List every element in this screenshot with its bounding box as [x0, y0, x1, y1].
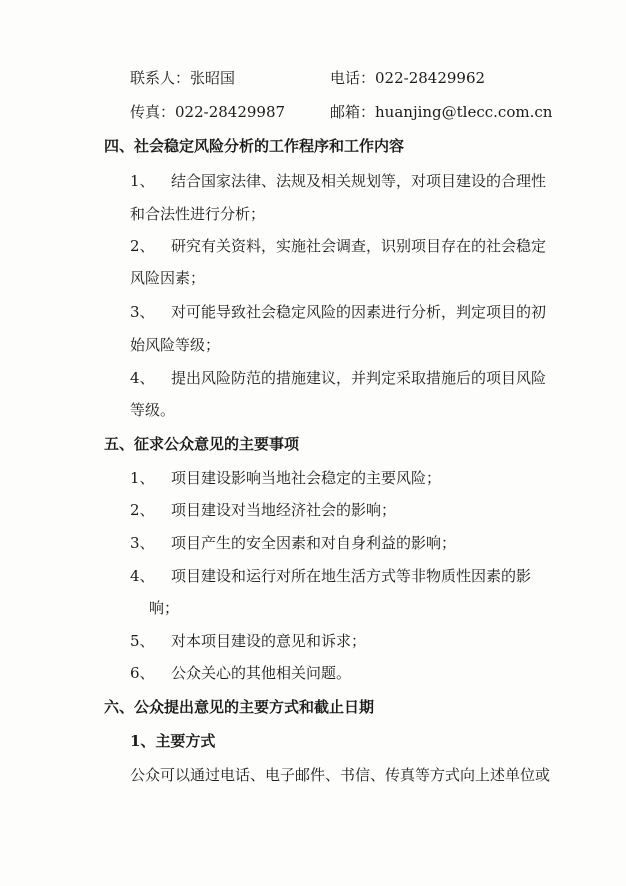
contact-fax	[130, 102, 285, 122]
contact-phone	[330, 68, 485, 88]
section5-item3-num: 3、	[130, 534, 155, 552]
contact-fax-label: 传真：	[130, 103, 176, 121]
section5-item6-line1: 公众关心的其他相关问题。	[171, 664, 352, 682]
contact-fax-value: 022-28429987	[175, 103, 286, 121]
section4-item4-line1: 提出风险防范的措施建议，并判定采取措施后的项目风险	[171, 369, 547, 387]
section4-item1-line2: 和合法性进行分析；	[130, 205, 266, 223]
contact-phone-label: 电话：	[330, 69, 376, 87]
section5-item1-num: 1、	[130, 469, 155, 487]
section4-item1-num: 1、	[130, 172, 155, 190]
section5-item2-num: 2、	[130, 501, 155, 519]
section6-subheading: 1、主要方式	[130, 732, 216, 750]
section5-item4-line1: 项目建设和运行对所在地生活方式等非物质性因素的影	[171, 567, 532, 585]
section5-item5-num: 5、	[130, 632, 155, 650]
section4-item2-line2: 风险因素；	[130, 269, 206, 287]
contact-email	[330, 102, 552, 122]
contact-phone-value: 022-28429962	[375, 69, 486, 87]
section4-item1-line1: 结合国家法律、法规及相关规划等，对项目建设的合理性	[171, 172, 547, 190]
section4-item2-line1: 研究有关资料，实施社会调查，识别项目存在的社会稳定	[171, 237, 547, 255]
section4-heading: 四、社会稳定风险分析的工作程序和工作内容	[104, 137, 405, 155]
contact-person-name: 张昭国	[190, 69, 236, 87]
section5-item6-num: 6、	[130, 664, 155, 682]
contact-person	[130, 68, 235, 88]
section5-item3-line1: 项目产生的安全因素和对自身利益的影响；	[171, 534, 457, 552]
section4-item3-num: 3、	[130, 303, 155, 321]
section5-item4-num: 4、	[130, 567, 155, 585]
section4-item4-num: 4、	[130, 369, 155, 387]
section5-item4-line2: 响；	[149, 599, 180, 617]
section5-item1-line1: 项目建设影响当地社会稳定的主要风险；	[171, 469, 442, 487]
section4-item2-num: 2、	[130, 237, 155, 255]
contact-email-label: 邮箱：	[330, 103, 376, 121]
contact-person-label: 联系人：	[130, 69, 191, 87]
section4-item3-line2: 始风险等级；	[130, 336, 221, 354]
contact-email-value: huanjing@tlecc.com.cn	[375, 103, 553, 121]
section4-item4-line2: 等级。	[130, 401, 176, 419]
section5-heading: 五、征求公众意见的主要事项	[104, 435, 300, 453]
section6-heading: 六、公众提出意见的主要方式和截止日期	[104, 698, 375, 716]
section5-item5-line1: 对本项目建设的意见和诉求；	[171, 632, 367, 650]
section6-paragraph: 公众可以通过电话、电子邮件、书信、传真等方式向上述单位或	[130, 766, 551, 784]
section4-item3-line1: 对可能导致社会稳定风险的因素进行分析，判定项目的初	[171, 303, 547, 321]
section5-item2-line1: 项目建设对当地经济社会的影响；	[171, 501, 397, 519]
